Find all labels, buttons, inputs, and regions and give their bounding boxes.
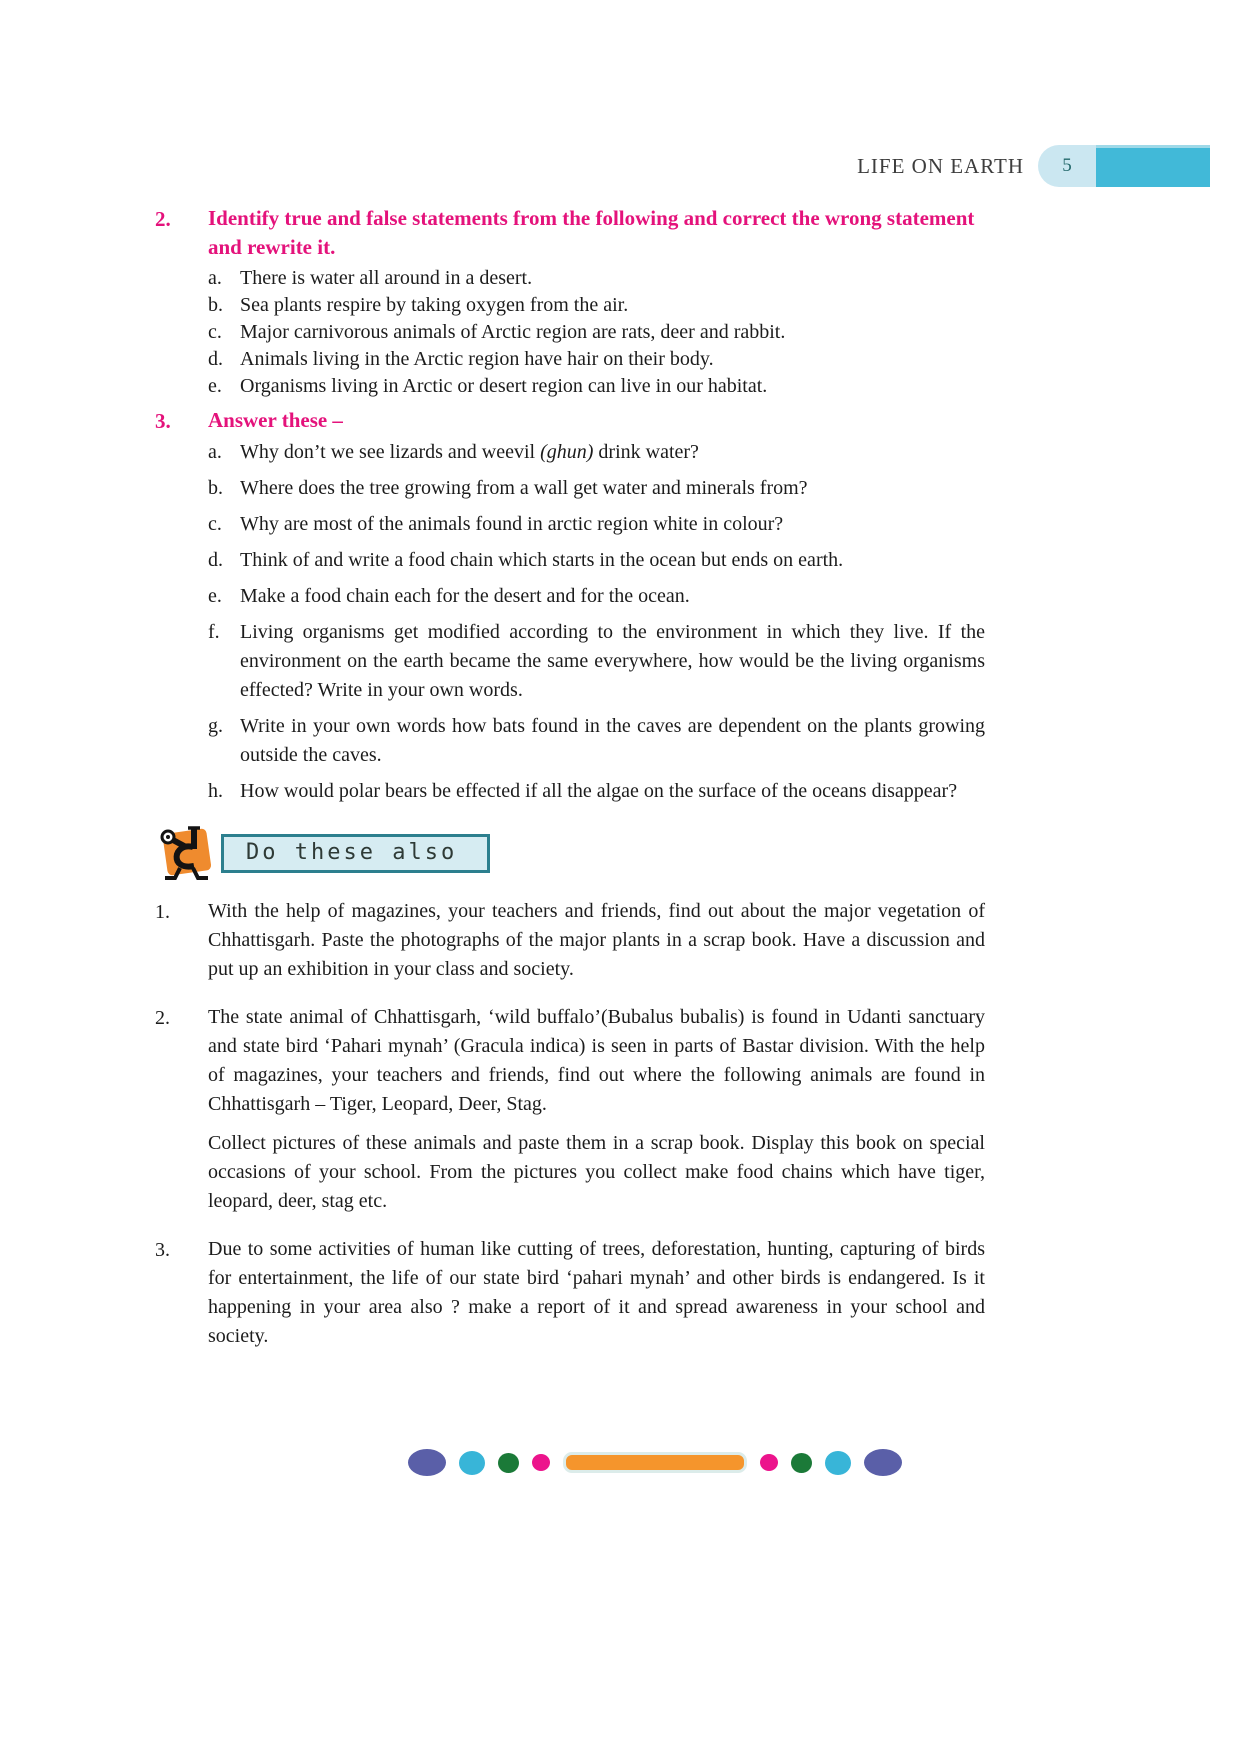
item-text-italic: (ghun)	[540, 441, 594, 463]
question-heading: Identify true and false statements from the following and correct the wrong statement and rewrite it.	[208, 206, 975, 259]
list-item	[208, 319, 985, 346]
divider-bar	[563, 1452, 747, 1473]
decorative-divider	[70, 1449, 1240, 1476]
item-text: Think of and write a food chain which starts in the ocean but ends on earth.	[240, 549, 844, 571]
item-letter: b.	[208, 477, 223, 499]
item-letter: f.	[208, 621, 220, 643]
activity-body	[208, 1235, 985, 1361]
activity-number: 3.	[155, 1239, 170, 1261]
activity-paragraph: Collect pictures of these animals and paste them in a scrap book. Display this book on special occasions of your school. From the pictures you collect make food chains which have tiger, leopard, deer, stag etc.	[208, 1132, 985, 1212]
item-text: Why are most of the animals found in arctic region white in colour?	[240, 513, 784, 535]
activity-1	[155, 897, 985, 994]
item-text: How would polar bears be effected if all the algae on the surface of the oceans disappear?	[240, 780, 958, 802]
item-letter: c.	[208, 513, 222, 535]
page-number: 5	[1038, 145, 1096, 187]
divider-dot-green	[791, 1453, 812, 1473]
activity-body	[208, 897, 985, 994]
activity-3	[155, 1235, 985, 1361]
activity-paragraph: With the help of magazines, your teachers and friends, find out about the major vegetation of Chhattisgarh. Paste the photographs of the major plants in a scrap book. Have a discussion and put up an exhibition in your class and society.	[208, 900, 985, 980]
do-these-also-label: Do these also	[246, 839, 458, 865]
item-letter: a.	[208, 267, 222, 289]
item-letter: e.	[208, 375, 222, 397]
item-text: Make a food chain each for the desert and for the ocean.	[240, 585, 690, 607]
item-text: There is water all around in a desert.	[240, 267, 533, 289]
question-body	[208, 406, 985, 813]
page-content	[0, 188, 1240, 1361]
item-letter: d.	[208, 549, 223, 571]
divider-dot-cyan	[825, 1451, 851, 1475]
item-text: Animals living in the Arctic region have hair on their body.	[240, 348, 714, 370]
item-text	[240, 438, 985, 467]
item-text: Living organisms get modified according to the environment in which they live. If the environment on the earth became the same everywhere, how would be the living organisms effected? Write in your own words.	[240, 621, 985, 701]
divider-dot-pink	[532, 1454, 550, 1471]
divider-dot-indigo	[408, 1449, 446, 1476]
item-text-post: drink water?	[593, 441, 699, 463]
question-heading: Answer these –	[208, 408, 343, 432]
chapter-title: LIFE ON EARTH	[857, 153, 1024, 178]
item-letter: h.	[208, 780, 223, 802]
item-text: Write in your own words how bats found in the caves are dependent on the plants growing outside the caves.	[240, 715, 985, 766]
list-item	[208, 265, 985, 292]
question-body	[208, 204, 985, 400]
divider-dot-green	[498, 1453, 519, 1473]
list-item	[208, 373, 985, 400]
list-item	[208, 346, 985, 373]
item-text-pre: Why don’t we see lizards and weevil	[240, 441, 541, 463]
item-letter: g.	[208, 715, 223, 737]
question-3	[155, 406, 985, 813]
list-item	[208, 474, 985, 503]
question-number: 3.	[155, 409, 171, 433]
item-text: Organisms living in Arctic or desert region can live in our habitat.	[240, 375, 768, 397]
list-item	[208, 712, 985, 770]
question-2	[155, 204, 985, 400]
item-letter: e.	[208, 585, 222, 607]
activity-body	[208, 1003, 985, 1226]
list-item	[208, 777, 985, 806]
microscope-icon	[153, 823, 219, 883]
list-item	[208, 618, 985, 705]
list-item	[208, 292, 985, 319]
list-item	[208, 438, 985, 467]
page-number-tab	[1038, 145, 1210, 187]
item-letter: b.	[208, 294, 223, 316]
activity-number: 1.	[155, 901, 170, 923]
activity-paragraph: Due to some activities of human like cutting of trees, deforestation, hunting, capturing of birds for entertainment, the life of our state bird ‘pahari mynah’ and other birds is endangered. Is it happening in your area also ? make a report of it and spread awareness in your school and society.	[208, 1238, 985, 1347]
question-items	[208, 438, 985, 806]
list-item	[208, 546, 985, 575]
item-text: Where does the tree growing from a wall get water and minerals from?	[240, 477, 808, 499]
page-header	[0, 144, 1240, 188]
divider-dot-indigo	[864, 1449, 902, 1476]
list-item	[208, 582, 985, 611]
divider-dot-pink	[760, 1454, 778, 1471]
item-text: Major carnivorous animals of Arctic region are rats, deer and rabbit.	[240, 321, 786, 343]
item-letter: d.	[208, 348, 223, 370]
activity-number: 2.	[155, 1007, 170, 1029]
activity-2	[155, 1003, 985, 1226]
item-letter: c.	[208, 321, 222, 343]
item-letter: a.	[208, 441, 222, 463]
do-these-also-box	[221, 834, 490, 873]
do-these-also-banner	[153, 823, 985, 883]
header-bar	[1096, 145, 1210, 187]
activity-paragraph: The state animal of Chhattisgarh, ‘wild buffalo’(Bubalus bubalis) is found in Udanti sanctuary and state bird ‘Pahari mynah’ (Gracula indica) is seen in parts of Bastar division. With the help of magazines, your teachers and friends, find out where the following animals are found in Chhattisgarh – Tiger, Leopard, Deer, Stag.	[208, 1006, 985, 1115]
question-number: 2.	[155, 207, 171, 231]
question-items	[208, 265, 985, 400]
list-item	[208, 510, 985, 539]
divider-dot-cyan	[459, 1451, 485, 1475]
item-text: Sea plants respire by taking oxygen from the air.	[240, 294, 629, 316]
